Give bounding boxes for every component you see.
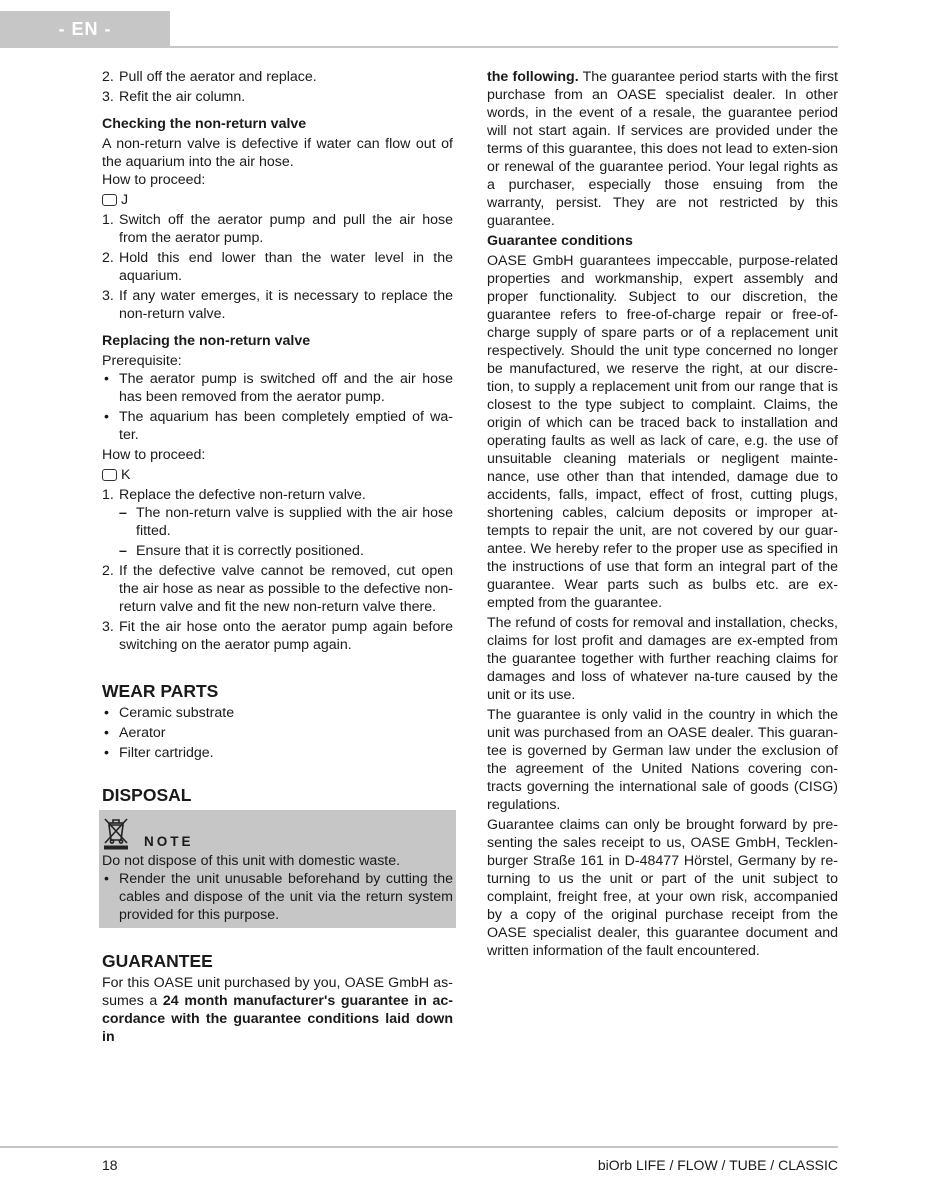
list-item: – Ensure that it is correctly positioned. [119, 542, 453, 560]
disposal-note-box [99, 810, 456, 928]
section-heading-wear-parts: WEAR PARTS [102, 681, 219, 701]
list-item: • Ceramic substrate [102, 704, 453, 722]
page-number: 18 [102, 1157, 118, 1173]
replace-valve-steps [102, 486, 453, 654]
check-valve-intro: A non-return valve is defective if water can flow out of the aquarium into the air hose. [102, 136, 453, 170]
list-item: • The aquarium has been completely emptied of wa-ter. [102, 408, 453, 444]
note-list [102, 870, 453, 924]
guarantee-intro: For this OASE unit purchased by you, OASE GmbH as-sumes a 24 month manufacturer's guarantee in ac-cordance with the guarantee conditions laid down in [102, 975, 453, 1045]
note-text: Do not dispose of this unit with domestic waste. [102, 853, 401, 869]
list-item: 3. Fit the air hose onto the aerator pump again before switching on the aerator pump again. [102, 619, 453, 653]
how-to-proceed-label: How to proceed: [102, 172, 206, 188]
check-valve-steps [102, 211, 453, 323]
language-tab: - EN - [0, 11, 170, 48]
guarantee-paragraph: OASE GmbH guarantees impeccable, purpose-related properties and workmanship, expert assembly and proper functionality. Subject to our discretion, the guarantee refers to free-of-charge repair or free-of-charge supply of spare parts or of a replacement unit respectively. Should the unit type concerned no longer be manufactured, we reserve the right, at our discre-tion, to supply a replacement unit from our range that is closest to the type subject to complaint. Claims, the origin of which can be traced back to installation and operating faults as well as lack of care, e.g. the use of unsuitable cleaning materials or negligent mainte-nance, use other than that intended, damage due to accidents, falls, impact, effect of frost, cutting plugs, shortening cables, calcium deposits or improper at-tempts to repair the unit, are not covered by our guar-antee. We hereby refer to the proper use as specified in the instructions of use that form an integral part of the guarantee. Wear parts such as bulbs etc. are ex-empted from the guarantee. [487, 253, 838, 611]
guarantee-continuation: the following. The guarantee period starts with the first purchase from an OASE specialist dealer. In other words, in the event of a resale, the guarantee period will not start again. If services are provided under the terms of this guarantee, this does not lead to exten-sion or renewal of the guarantee period. Your legal rights as a purchaser, especially those ensuing from the warranty, persist. They are not restricted by this guarantee. [487, 69, 838, 229]
left-column [102, 68, 453, 1046]
list-item: • The aerator pump is switched off and the air hose has been removed from the aerator pump. [102, 370, 453, 406]
list-item: • Aerator [102, 724, 453, 742]
sub-list [119, 504, 453, 560]
list-item: 1. Switch off the aerator pump and pull the air hose from the aerator pump. [102, 212, 453, 246]
figure-reference: J [102, 191, 453, 209]
header-rule [170, 46, 838, 48]
footer-rule [0, 1146, 838, 1148]
right-column [487, 68, 838, 962]
figure-box-icon [102, 469, 117, 481]
aerator-steps [102, 68, 453, 106]
section-heading-replace-valve: Replacing the non-return valve [102, 333, 311, 349]
list-item: 2. Pull off the aerator and replace. [102, 69, 317, 85]
list-item: 2. Hold this end lower than the water level in the aquarium. [102, 250, 453, 284]
wear-parts-list [102, 704, 453, 762]
note-header [102, 816, 453, 850]
section-heading-disposal: DISPOSAL [102, 785, 192, 805]
prerequisite-label: Prerequisite: [102, 353, 182, 369]
guarantee-paragraph: The guarantee is only valid in the country in which the unit was purchased from an OASE dealer. This guaran-tee is governed by German law under the exclusion of the agreement of the United Nations covering con-tracts governing the international sale of goods (CISG) regulations. [487, 707, 838, 813]
figure-reference: K [102, 466, 453, 484]
list-item: 3. If any water emerges, it is necessary to replace the non-return valve. [102, 288, 453, 322]
prerequisite-list [102, 370, 453, 444]
figure-box-icon [102, 194, 117, 206]
section-heading-guarantee: GUARANTEE [102, 951, 213, 971]
guarantee-paragraph: The refund of costs for removal and installation, checks, claims for lost profit and damages are ex-empted from the guarantee together with further reaching claims for damages and loss of whatever na-ture caused by the unit or its use. [487, 615, 838, 703]
how-to-proceed-label: How to proceed: [102, 447, 206, 463]
list-item: – The non-return valve is supplied with the air hose fitted. [119, 504, 453, 540]
list-item: 3. Refit the air column. [102, 89, 246, 105]
list-item: 2. If the defective valve cannot be removed, cut open the air hose as near as possible to the defective non-return valve and fit the new non-return valve there. [102, 563, 453, 615]
list-item: • Filter cartridge. [102, 744, 453, 762]
list-item: • Render the unit unusable beforehand by cutting the cables and dispose of the unit via the return system provided for this purpose. [102, 870, 453, 924]
footer-product-title: biOrb LIFE / FLOW / TUBE / CLASSIC [597, 1157, 838, 1173]
list-item: 1. Replace the defective non-return valve. – The non-return valve is supplied with the air hose fitted. – Ensure that it is correctly positioned. [102, 486, 453, 560]
crossed-bin-icon [102, 816, 130, 850]
guarantee-paragraph: Guarantee claims can only be brought forward by pre-senting the sales receipt to us, OASE GmbH, Tecklen-burger Straße 161 in D-48477 Hörstel, Germany by re-turning to us the unit or part of the unit subject to complaint, freight free, at your own risk, accompanied by a copy of the original purchase receipt from the OASE specialist dealer, this guarantee document and written information of the fault encountered. [487, 817, 838, 959]
section-heading-guarantee-conditions: Guarantee conditions [487, 233, 633, 249]
note-label: NOTE [144, 834, 194, 849]
section-heading-check-valve: Checking the non-return valve [102, 116, 307, 132]
